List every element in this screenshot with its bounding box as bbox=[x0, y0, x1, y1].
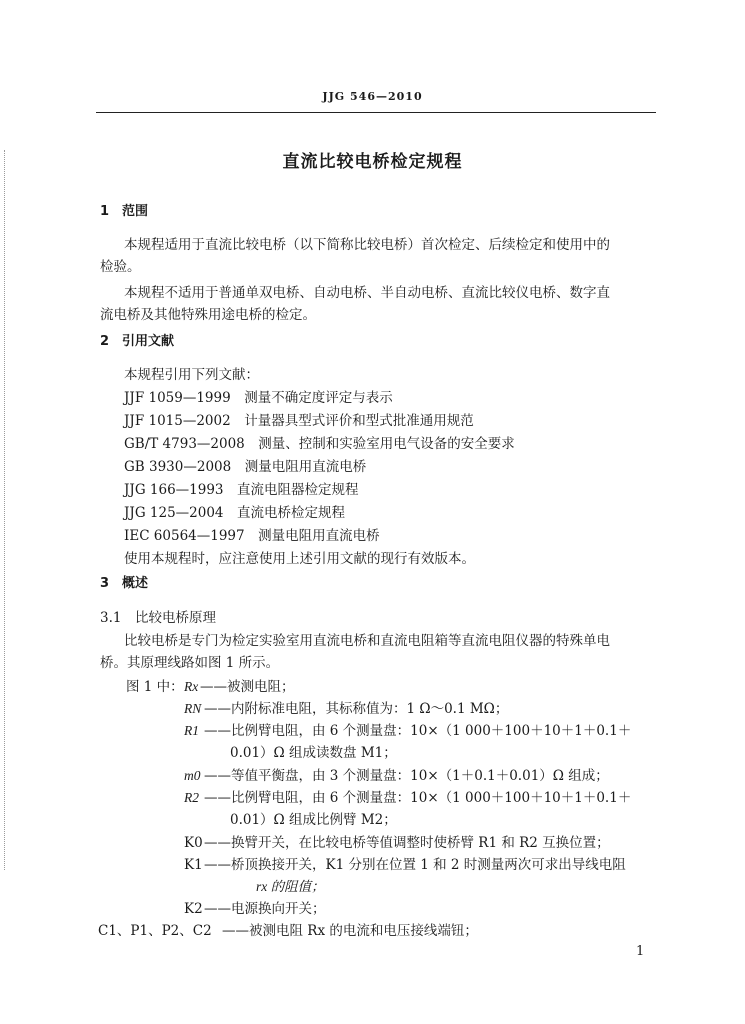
sec3-para-line1: 比较电桥是专门为检定实验室用直流电桥和直流电阻箱等直流电阻仪器的特殊单电 bbox=[124, 633, 610, 649]
sec3-para-line2: 桥。其原理线路如图 1 所示。 bbox=[100, 655, 280, 671]
sec2-closing: 使用本规程时，应注意使用上述引用文献的现行有效版本。 bbox=[124, 551, 475, 567]
sec1-para2-line1: 本规程不适用于普通单双电桥、自动电桥、半自动电桥、直流比较仪电桥、数字直 bbox=[124, 285, 610, 301]
legend-symbol: Rx bbox=[184, 679, 199, 694]
subsection-3-1-heading: 3.1 比较电桥原理 bbox=[100, 610, 216, 626]
header-rule bbox=[96, 112, 656, 113]
legend-symbol: RN bbox=[184, 701, 202, 716]
scan-edge-marks bbox=[4, 150, 6, 870]
legend-symbol: R1 bbox=[184, 723, 199, 738]
sec1-para2-line2: 流电桥及其他特殊用途电桥的检定。 bbox=[100, 307, 316, 323]
legend-symbol: m0 bbox=[184, 768, 201, 783]
legend-text-continued: 0.01）Ω 组成读数盘 M1； bbox=[230, 745, 397, 761]
legend-symbol: K2 bbox=[184, 901, 203, 917]
reference-item: GB/T 4793—2008 测量、控制和实验室用电气设备的安全要求 bbox=[124, 436, 515, 452]
reference-item: JJG 166—1993 直流电阻器检定规程 bbox=[124, 482, 359, 498]
sec1-para1-line1: 本规程适用于直流比较电桥（以下简称比较电桥）首次检定、后续检定和使用中的 bbox=[124, 237, 610, 253]
legend-text: ——内附标准电阻，其标称值为：1 Ω～0.1 MΩ； bbox=[204, 701, 509, 717]
legend-text-continued: 0.01）Ω 组成比例臂 M2； bbox=[230, 812, 397, 828]
page-number: 1 bbox=[636, 944, 645, 959]
legend-text: ——桥顶换接开关，K1 分别在位置 1 和 2 时测量两次可求出导线电阻 bbox=[204, 857, 626, 873]
running-header: JJG 546—2010 bbox=[322, 90, 423, 103]
legend-text: ——电源换向开关； bbox=[204, 901, 326, 917]
document-title: 直流比较电桥检定规程 bbox=[282, 152, 463, 172]
reference-item: IEC 60564—1997 测量电阻用直流电桥 bbox=[124, 528, 380, 544]
figure-lead: 图 1 中： bbox=[126, 679, 184, 695]
reference-item: JJF 1059—1999 测量不确定度评定与表示 bbox=[124, 390, 393, 406]
legend-text: ——被测电阻 Rx 的电流和电压接线端钮； bbox=[222, 923, 478, 939]
section-2-heading: 2 引用文献 bbox=[100, 334, 175, 349]
sec2-intro: 本规程引用下列文献： bbox=[124, 367, 259, 383]
reference-item: JJG 125—2004 直流电桥检定规程 bbox=[124, 505, 346, 521]
legend-symbol: C1、P1、P2、C2 bbox=[98, 923, 212, 939]
legend-text: ——被测电阻； bbox=[200, 679, 295, 695]
section-1-heading: 1 范围 bbox=[100, 204, 149, 219]
legend-text: ——比例臂电阻，由 6 个测量盘：10×（1 000＋100＋10＋1＋0.1＋ bbox=[204, 790, 632, 806]
legend-symbol: K0 bbox=[184, 835, 203, 851]
legend-text-continued: rx 的阻值； bbox=[256, 879, 325, 894]
legend-text: ——等值平衡盘，由 3 个测量盘：10×（1＋0.1＋0.01）Ω 组成； bbox=[204, 768, 609, 784]
legend-text: ——比例臂电阻，由 6 个测量盘：10×（1 000＋100＋10＋1＋0.1＋ bbox=[204, 723, 632, 739]
legend-symbol: R2 bbox=[184, 790, 199, 805]
section-3-heading: 3 概述 bbox=[100, 576, 149, 591]
legend-symbol: K1 bbox=[184, 857, 203, 873]
reference-item: GB 3930—2008 测量电阻用直流电桥 bbox=[124, 459, 367, 475]
sec1-para1-line2: 检验。 bbox=[100, 259, 141, 275]
legend-text: ——换臂开关，在比较电桥等值调整时使桥臂 R1 和 R2 互换位置； bbox=[204, 835, 610, 851]
reference-item: JJF 1015—2002 计量器具型式评价和型式批准通用规范 bbox=[124, 413, 474, 429]
